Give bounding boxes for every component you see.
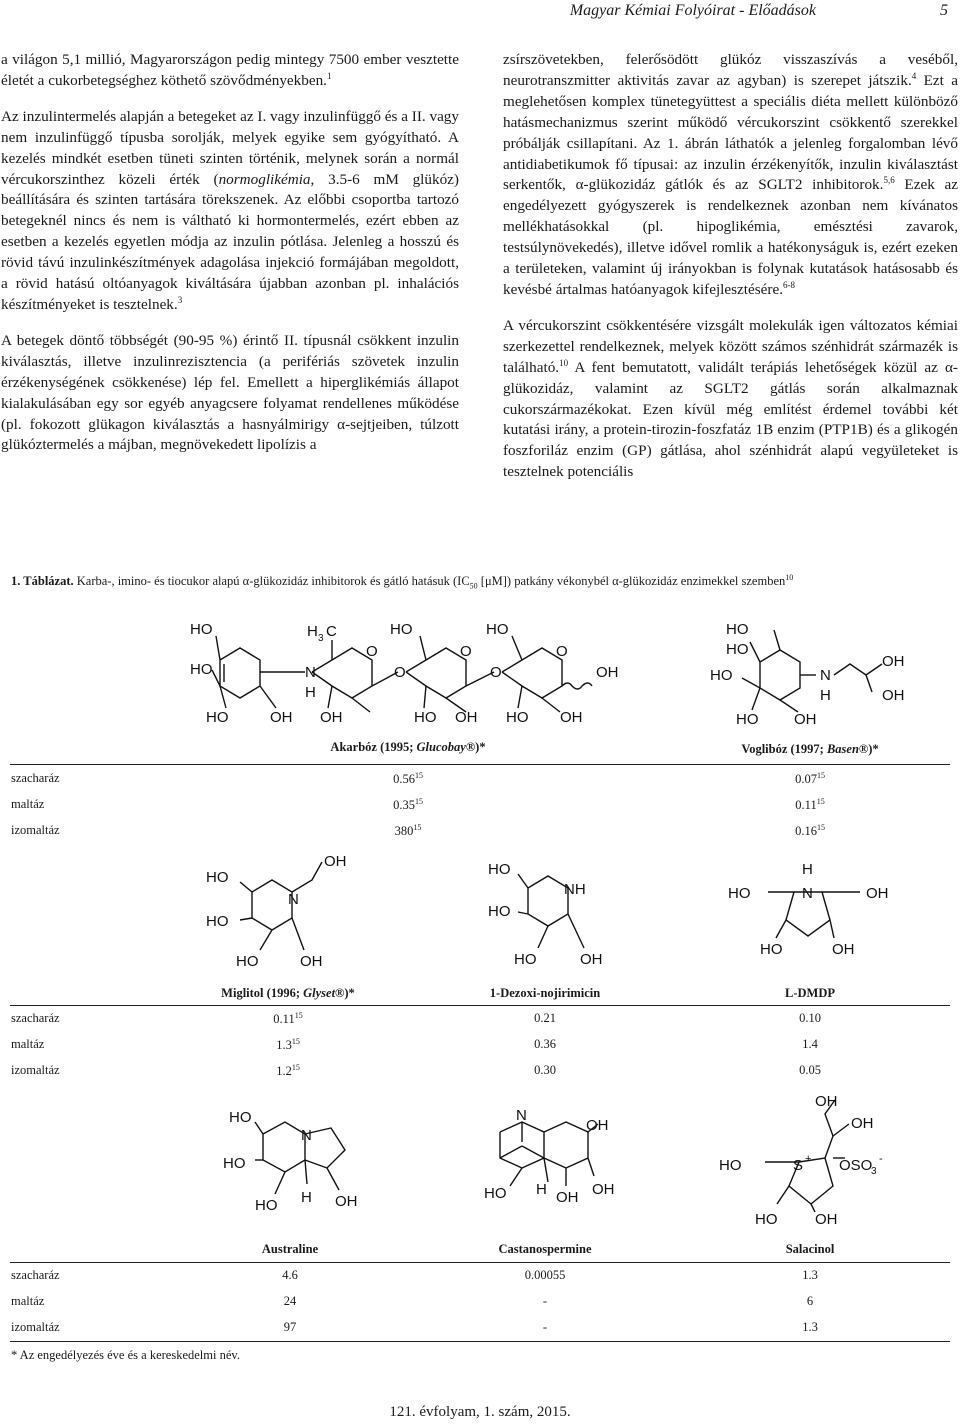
svg-text:HO: HO (190, 621, 213, 638)
ic50-value: 97 (283, 1320, 297, 1334)
svg-text:N: N (802, 885, 813, 902)
svg-text:HO: HO (488, 861, 511, 878)
row-label-sucrase: szacharáz (11, 1011, 60, 1025)
svg-text:3: 3 (318, 633, 324, 644)
svg-text:OH: OH (586, 1117, 609, 1134)
compound-name-castanospermine: Castanospermine (498, 1242, 592, 1256)
svg-text:N: N (820, 667, 831, 684)
ic50-value: 0.30 (534, 1063, 556, 1077)
svg-text:O: O (460, 643, 472, 660)
row-label-isomaltase: izomaltáz (11, 1063, 60, 1077)
ic50-value: 0.11$^{15}$ (795, 797, 825, 813)
svg-text:HO: HO (710, 667, 733, 684)
table-footnote: * Az engedélyezés éve és a kereskedelmi név. (11, 1348, 240, 1362)
svg-text:HO: HO (726, 641, 749, 658)
svg-text:OH: OH (866, 885, 889, 902)
svg-text:HO: HO (236, 953, 259, 970)
svg-text:O: O (490, 664, 502, 681)
svg-text:OH: OH (324, 853, 347, 870)
citation: 1 (326, 70, 332, 81)
svg-text:OH: OH (794, 711, 817, 728)
svg-text:HO: HO (488, 903, 511, 920)
row-label-sucrase: szacharáz (11, 771, 60, 785)
svg-text:OH: OH (592, 1181, 615, 1198)
ic50-value: 0.56$^{15}$ (393, 771, 423, 787)
svg-text:HO: HO (728, 885, 751, 902)
castanospermine-structure (470, 1102, 630, 1212)
svg-text:OH: OH (335, 1193, 358, 1210)
compound-name-miglitol: Miglitol (1996; Glyset®)* (221, 986, 355, 1000)
svg-text:OSO: OSO (839, 1157, 873, 1174)
svg-text:HO: HO (206, 869, 229, 886)
page-number: 5 (940, 2, 948, 19)
paragraph: A vércukorszint csökkentésére vizsgált molekulák igen változatos kémiai szerkezettel rendelkeznek, melyek között számos szénhidrát származék is található.$^{10}$ A fent bemutatott, validált terápiás lehetőségek közül az α-glükozidáz, valamint az SGLT2 gátlás során alkalmaznak cukorszármazékokat. Ezen kívül még említést érdemel további két kutatási irány, a protein-tirozin-foszfatáz 1B enzim (PTP1B) és a glikogén foszforiláz enzim (GP) gátlása, ahol szénhidrát alapú vegyületeket is tesztelnek potenciális (503, 316, 958, 481)
table-rule (10, 764, 950, 765)
svg-text:HO: HO (206, 913, 229, 930)
ic50-value: 0.36 (534, 1037, 556, 1051)
svg-text:O: O (394, 664, 406, 681)
svg-text:H: H (536, 1181, 547, 1198)
citation: 6-8 (783, 279, 795, 290)
compound-name-deoxynojirimycin: 1-Dezoxi-nojirimicin (489, 986, 601, 1000)
svg-text:OH: OH (580, 951, 603, 968)
right-column (503, 50, 958, 483)
svg-text:OH: OH (851, 1115, 874, 1132)
ic50-value: $1.3^{15}$ (276, 1037, 300, 1053)
svg-text:OH: OH (560, 709, 583, 726)
table-rule (10, 1005, 950, 1006)
ic50-value: 0.05 (799, 1063, 821, 1077)
svg-text:+: + (805, 1153, 812, 1165)
australine-structure (215, 1098, 375, 1228)
svg-text:HO: HO (390, 621, 413, 638)
ic50-value: $1.2^{15}$ (276, 1063, 300, 1079)
ic50-value: 0.10 (799, 1011, 821, 1025)
svg-text:-: - (879, 1153, 883, 1165)
row-label-isomaltase: izomaltáz (11, 823, 60, 837)
acarbose-structure (180, 612, 640, 732)
ic50-value: 0.07$^{15}$ (795, 771, 825, 787)
citation: 5,6 (883, 175, 895, 186)
svg-text:N: N (288, 891, 299, 908)
svg-text:OH: OH (815, 1211, 838, 1228)
salacinol-structure (715, 1088, 915, 1228)
svg-text:H: H (820, 687, 831, 704)
miglitol-structure (200, 848, 380, 978)
svg-text:H: H (802, 861, 813, 878)
svg-text:N: N (305, 664, 316, 681)
svg-text:H: H (301, 1189, 312, 1206)
ic50-value: 6 (806, 1294, 814, 1308)
ic50-value: - (542, 1320, 548, 1334)
svg-text:C: C (326, 623, 337, 640)
svg-text:HO: HO (486, 621, 509, 638)
ic50-value: 0.00055 (524, 1268, 566, 1282)
svg-text:HO: HO (223, 1155, 246, 1172)
svg-text:OH: OH (882, 687, 905, 704)
svg-text:HO: HO (255, 1197, 278, 1214)
voglibose-structure (700, 612, 920, 732)
table-rule (10, 1262, 950, 1263)
svg-text:H: H (305, 684, 316, 701)
svg-text:HO: HO (755, 1211, 778, 1228)
paragraph: a világon 5,1 millió, Magyarországon pedig mintegy 7500 ember vesztette életét a cukorbetegséghez köthető szövődményekben.$^1$ (1, 51, 459, 89)
ic50-value: 1.3 (802, 1320, 818, 1334)
row-label-maltase: maltáz (11, 1037, 45, 1051)
left-column (1, 50, 459, 456)
svg-text:OH: OH (832, 941, 855, 958)
svg-text:S: S (793, 1157, 804, 1174)
issue-footer: 121. évfolyam, 1. szám, 2015. (389, 1404, 571, 1420)
compound-name-salacinol: Salacinol (785, 1242, 835, 1256)
svg-text:H: H (307, 623, 318, 640)
svg-text:OH: OH (455, 709, 478, 726)
svg-text:HO: HO (736, 711, 759, 728)
running-header (570, 2, 948, 20)
svg-text:OH: OH (596, 664, 619, 681)
row-label-maltase: maltáz (11, 1294, 45, 1308)
row-label-maltase: maltáz (11, 797, 45, 811)
ic50-value: 0.16$^{15}$ (795, 823, 825, 839)
l-dmdp-structure (720, 858, 900, 968)
svg-text:HO: HO (484, 1185, 507, 1202)
svg-text:HO: HO (760, 941, 783, 958)
svg-text:NH: NH (564, 881, 586, 898)
compound-name-l-dmdp: L-DMDP (785, 986, 835, 1000)
table-rule (10, 1341, 950, 1342)
svg-text:N: N (301, 1127, 312, 1144)
svg-text:OH: OH (556, 1189, 579, 1206)
svg-text:HO: HO (190, 661, 213, 678)
svg-text:HO: HO (726, 621, 749, 638)
paragraph: zsírszövetekben, felerősödött glükóz visszaszívás a veséből, neurotranszmitter aktivitás zavar az agyban) is szerepet játszik.$^4$ Ezt a meglehetősen komplex tünetegyüttest a speciális diéta mellett különböző hatásmechanizmus szerint működő vércukorszint csökkentő szerekkel próbálják csillapítani. Az 1. ábrán láthatók a jelenleg forgalomban lévő antidiabetikumok fő típusai: az inzulin érzékenyítők, inzulin kiválasztást serkentők, α-glükozidáz gátlók és az SGLT2 inhibitorok.$^{5,6}$ Ezek az engedélyezett gyógyszerek is rendelkeznek azonban nem kívánatos mellékhatásokkal (pl. hipoglikémia, emésztési zavarok, testsúlynövekedés), illetve idővel romlik a hatékonyságuk is, ezért ezeken a területeken, valamint új irányokban is folynak kutatások hatásosabb és kevésbé ártalmas hatóanyagok kifejlesztésére.$^{6-8}$ (503, 51, 959, 298)
citation: 10 (559, 357, 569, 368)
svg-text:3: 3 (871, 1166, 877, 1177)
ic50-value: 4.6 (282, 1268, 298, 1282)
ic50-value: 0.35$^{15}$ (393, 797, 423, 813)
table-caption: 1. Táblázat. Karba-, imino- és tiocukor alapú α-glükozidáz inhibitorok és gátló hatásuk ($IC_{50}$ [μM]) patkány vékonybél α-glükozidáz enzimekkel szemben$^{10}$ (11, 573, 794, 591)
row-label-sucrase: szacharáz (11, 1268, 60, 1282)
compound-name-acarbose: Akarbóz (1995; Glucobay®)* (330, 740, 486, 754)
ic50-value: - (542, 1294, 548, 1308)
compound-name-australine: Australine (261, 1242, 319, 1256)
svg-text:HO: HO (719, 1157, 742, 1174)
ic50-value: 1.4 (802, 1037, 818, 1051)
citation: 3 (177, 294, 183, 305)
compound-name-voglibose: Voglibóz (1997; Basen®)* (741, 742, 879, 756)
ic50-value: 1.3 (802, 1268, 818, 1282)
paragraph: A betegek döntő többségét (90-95 %) érintő II. típusnál csökkent inzulin kiválasztás, illetve inzulinrezisztencia (a perifériás szövetek inzulin érzékenységének csökkenése) lép fel. Emellett a hiperglikémiás állapot kialakulásában egy sor egyéb anyagcsere folyamat rendellenes működése (pl. fokozott glükagon kiválasztás a hasnyálmirigy α-sejtjeiben, túlzott glükóztermelés a májban, megnövekedett lipolízis a (1, 331, 459, 454)
svg-text:OH: OH (300, 953, 323, 970)
ic50-value: $380^{15}$ (394, 823, 422, 839)
svg-text:OH: OH (320, 709, 343, 726)
svg-text:OH: OH (882, 653, 905, 670)
ic50-value: 0.11$^{15}$ (273, 1011, 303, 1027)
svg-text:HO: HO (506, 709, 529, 726)
svg-text:O: O (366, 643, 378, 660)
row-label-isomaltase: izomaltáz (11, 1320, 60, 1334)
svg-text:O: O (556, 643, 568, 660)
paragraph: Az inzulintermelés alapján a betegeket az I. vagy inzulinfüggő és a II. vagy nem inzulinfüggő típusba sorolják, melyek egyike sem gyógyítható. A kezelés mindkét esetben tüneti szinten történik, melynek során a normál vércukorszinthez közeli érték (normoglikémia, 3.5-6 mM glükóz) beállítására és szinten tartására törekszenek. Az előbbi csoportba tartozó betegeknél nincs és nem is váltható ki hormontermelés, ezért ebben az esetben a kezelés egyetlen módja az inzulin pótlása. Jelenleg a hosszú és rövid távú inzulinkészítmények adagolása injekció formájában megoldott, a rövid hatású oltóanyagok kiváltására újabban azonban pl. inhalációs készítményeket is tesztelnek.$^3$ (1, 107, 459, 313)
svg-text:HO: HO (514, 951, 537, 968)
atom-labels (190, 621, 619, 726)
svg-text:N: N (516, 1107, 527, 1124)
svg-text:HO: HO (206, 709, 229, 726)
ic50-value: 0.21 (534, 1011, 556, 1025)
svg-text:OH: OH (815, 1093, 838, 1110)
svg-text:OH: OH (270, 709, 293, 726)
journal-title: Magyar Kémiai Folyóirat - Előadások (569, 2, 816, 19)
svg-text:HO: HO (414, 709, 437, 726)
svg-text:HO: HO (229, 1109, 252, 1126)
ic50-value: 24 (283, 1294, 297, 1308)
deoxynojirimycin-structure (480, 848, 640, 978)
citation: 4 (911, 70, 917, 81)
